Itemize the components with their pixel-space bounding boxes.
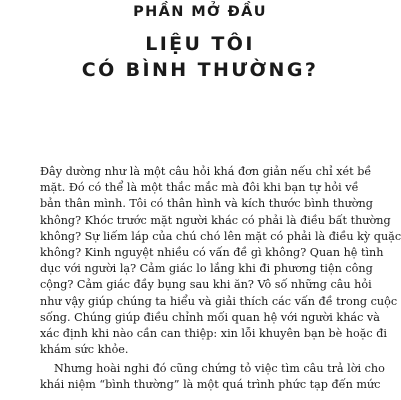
paragraph-1-line: không? Sự liếm láp của chú chó lên mặt có phải là điều kỳ quặc	[40, 229, 401, 243]
paragraph-1-line: cộng? Cảm giác đầy bụng sau khi ăn? Vô số những câu hỏi	[40, 278, 372, 292]
paragraph-2-line: khái niệm “bình thường” là một quá trình phức tạp đến mức	[40, 378, 381, 392]
paragraph-1-line: Đây dường như là một câu hỏi khá đơn giản nếu chỉ xét bề	[40, 165, 372, 178]
paragraph-1-line: không? Khóc trước mặt người khác có phải là điều bất thường	[40, 213, 391, 227]
paragraph-1-line: dục với người lạ? Cảm giác lo lắng khi đi phương tiện công	[40, 262, 373, 276]
paragraph-1-line: bản thân mình. Tôi có thân hình và kích thước bình thường	[40, 197, 373, 211]
paragraph-1-line: khám sức khỏe.	[40, 343, 129, 357]
paragraph-1-line: xác định khi nào cần can thiệp: xin lỗi khuyên bạn bè hoặc đi	[40, 327, 387, 341]
chapter-title-line-1: LIỆU TÔI	[145, 33, 255, 55]
paragraph-1-line: mặt. Đó có thể là một thắc mắc mà đôi khi bạn tự hỏi về	[40, 181, 359, 195]
chapter-title-line-2: CÓ BÌNH THƯỜNG?	[81, 59, 319, 81]
paragraph-1	[40, 164, 401, 358]
paragraph-1-line: sống. Chúng giúp điều chỉnh mối quan hệ với người khác và	[40, 310, 380, 324]
paragraph-1-line: không? Kinh nguyệt nhiều có vấn đề gì không? Quan hệ tình	[40, 246, 384, 260]
paragraph-2-line: Nhưng hoài nghi đó cũng chứng tỏ việc tìm câu trả lời cho	[54, 362, 385, 375]
paragraph-1-line: như vậy giúp chúng ta hiểu và giải thích các vấn đề trong cuộc	[40, 294, 398, 308]
section-label: PHẦN MỞ ĐẦU	[133, 4, 267, 20]
paragraph-2	[40, 361, 385, 393]
